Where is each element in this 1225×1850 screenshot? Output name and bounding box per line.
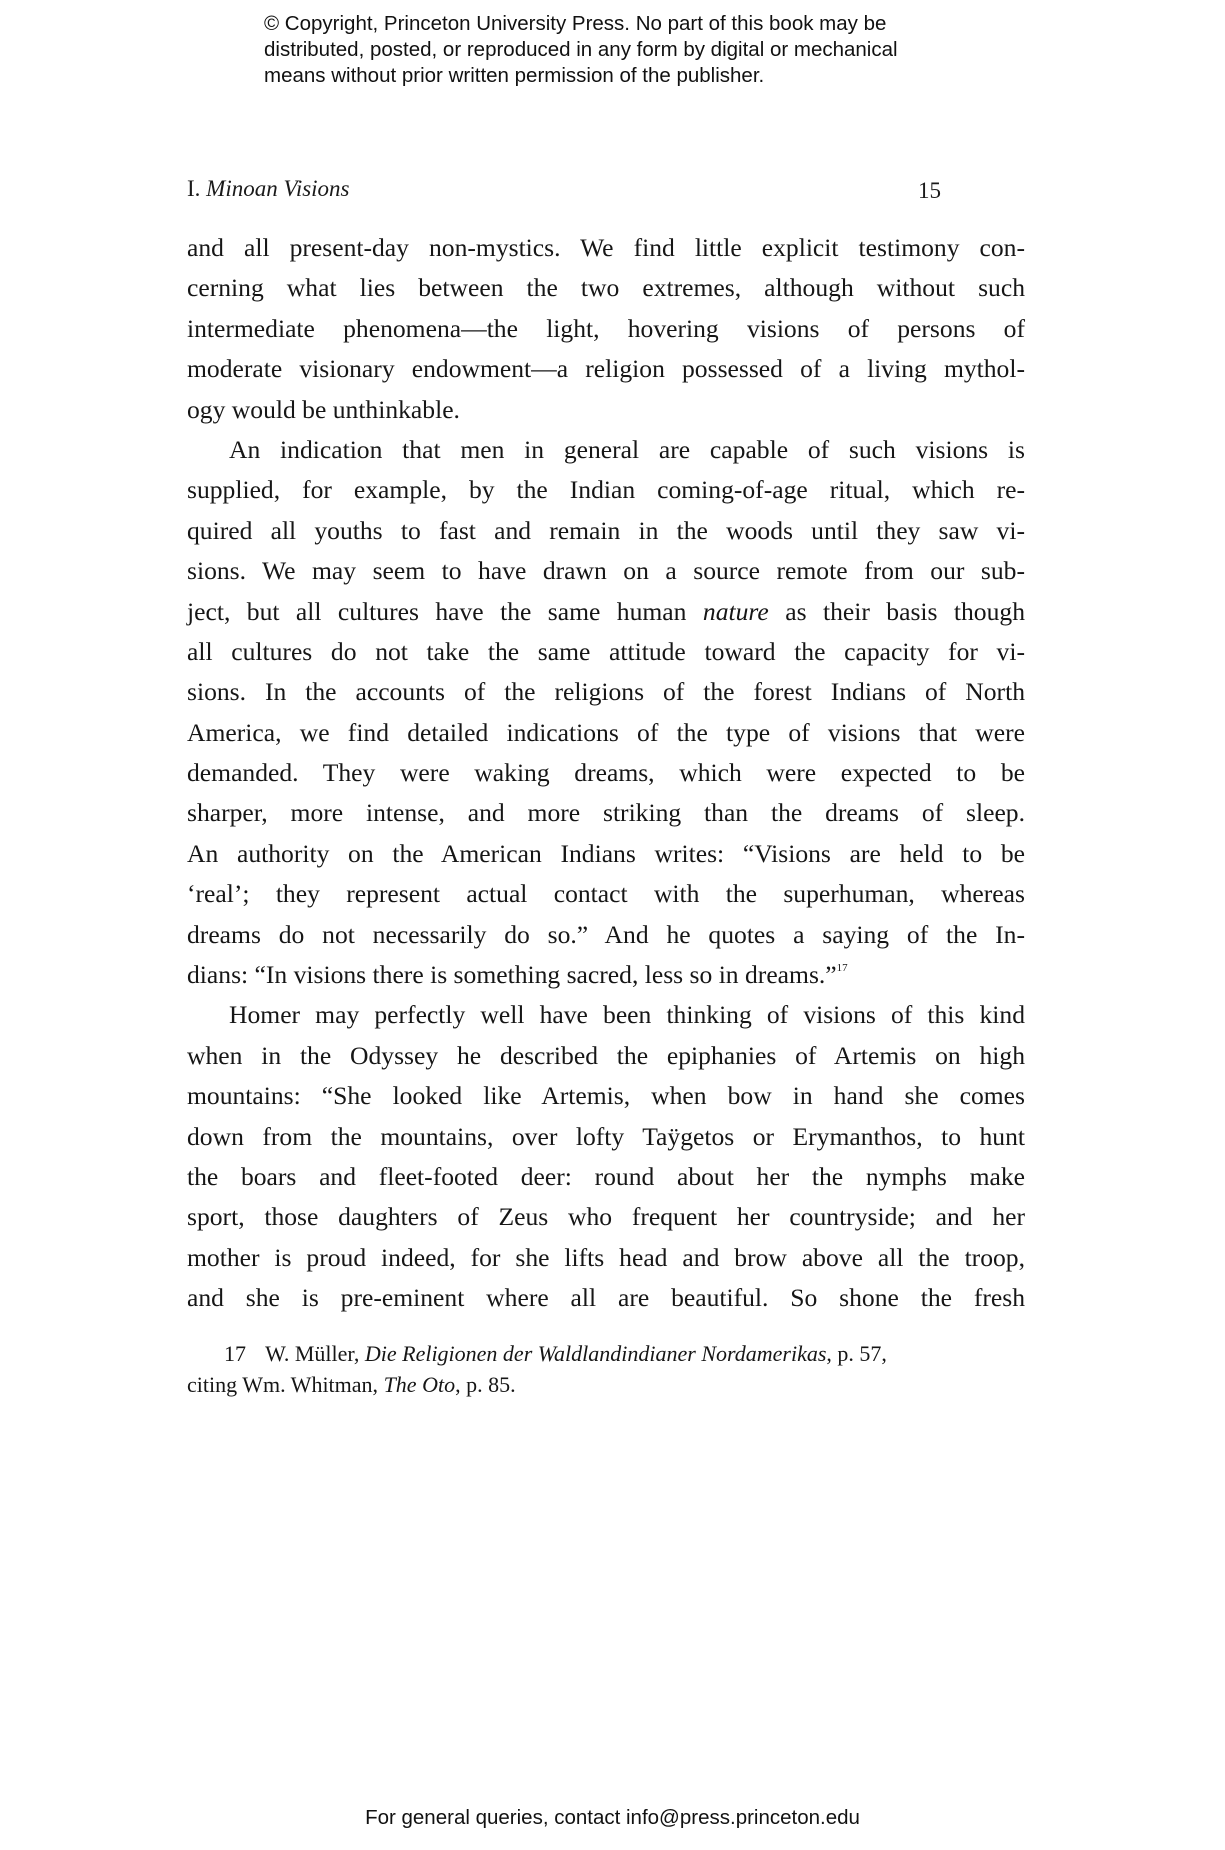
footnote-reference: 17 bbox=[836, 962, 848, 975]
text-line: when in the Odyssey he described the epiphanies of Artemis on high bbox=[187, 1040, 1025, 1070]
chapter-number: I. bbox=[187, 176, 201, 201]
chapter-heading bbox=[187, 174, 350, 204]
text-line: America, we find detailed indications of the type of visions that were bbox=[187, 717, 1025, 747]
footnote bbox=[187, 1338, 1025, 1400]
text-line: cerning what lies between the two extremes, although without such bbox=[187, 273, 1025, 303]
emphasis: nature bbox=[702, 596, 769, 626]
text-run: , p. 85. bbox=[455, 1372, 516, 1397]
text-line: ogy would be unthinkable. bbox=[187, 394, 460, 424]
main-text bbox=[187, 228, 1025, 1319]
text-line bbox=[187, 955, 1025, 995]
text-line: ‘real’; they represent actual contact with the superhuman, whereas bbox=[187, 879, 1025, 909]
text-line: sport, those daughters of Zeus who frequent her countryside; and her bbox=[187, 1202, 1025, 1232]
footer-contact: For general queries, contact info@press.princeton.edu bbox=[365, 1806, 860, 1829]
text-run: , p. 57, bbox=[826, 1341, 887, 1366]
page-number: 15 bbox=[918, 178, 941, 203]
text-line: sharper, more intense, and more striking than the dreams of sleep. bbox=[187, 798, 1025, 828]
text-line bbox=[187, 592, 1025, 632]
text-line: mother is proud indeed, for she lifts head and brow above all the troop, bbox=[187, 1242, 1025, 1272]
footnote-line bbox=[187, 1369, 1025, 1400]
text-line: all cultures do not take the same attitude toward the capacity for vi- bbox=[187, 636, 1025, 666]
text-run: as their basis though bbox=[768, 596, 1025, 626]
text-line: An indication that men in general are capable of such visions is bbox=[229, 434, 1025, 464]
footnote-title: Die Religionen der Waldlandindianer Nordamerikas bbox=[364, 1341, 827, 1366]
text-run: ject, but all cultures have the same human bbox=[187, 596, 703, 626]
text-line: intermediate phenomena—the light, hovering visions of persons of bbox=[187, 313, 1025, 343]
text-line: sions. We may seem to have drawn on a source remote from our sub- bbox=[187, 556, 1025, 586]
text-line: the boars and fleet-footed deer: round about her the nymphs make bbox=[187, 1161, 1025, 1191]
footnote-title: The Oto bbox=[383, 1372, 456, 1397]
text-line: An authority on the American Indians writes: “Visions are held to be bbox=[187, 838, 1025, 868]
text-run: citing Wm. Whitman, bbox=[187, 1372, 384, 1397]
footnote-number: 17 bbox=[224, 1341, 246, 1366]
text-line: quired all youths to fast and remain in the woods until they saw vi- bbox=[187, 515, 1025, 545]
text-line: Homer may perfectly well have been thinking of visions of this kind bbox=[229, 1000, 1025, 1030]
text-line: demanded. They were waking dreams, which were expected to be bbox=[187, 758, 1025, 788]
text-line: and she is pre-eminent where all are beautiful. So shone the fresh bbox=[187, 1283, 1025, 1313]
text-line: mountains: “She looked like Artemis, when bow in hand she comes bbox=[187, 1081, 1025, 1111]
text-line: moderate visionary endowment—a religion possessed of a living mythol- bbox=[187, 354, 1025, 384]
copyright-line: distributed, posted, or reproduced in any form by digital or mechanical bbox=[264, 38, 898, 61]
text-line: sions. In the accounts of the religions of the forest Indians of North bbox=[187, 677, 1025, 707]
footnote-line bbox=[187, 1338, 1025, 1369]
chapter-title: Minoan Visions bbox=[206, 176, 350, 201]
copyright-line: means without prior written permission of the publisher. bbox=[264, 64, 765, 87]
copyright-notice bbox=[264, 11, 984, 89]
text-line: supplied, for example, by the Indian coming-of-age ritual, which re- bbox=[187, 475, 1025, 505]
copyright-line: © Copyright, Princeton University Press. No part of this book may be bbox=[264, 12, 887, 35]
text-line: down from the mountains, over lofty Taÿgetos or Erymanthos, to hunt bbox=[187, 1121, 1025, 1151]
text-line: dreams do not necessarily do so.” And he quotes a saying of the In- bbox=[187, 919, 1025, 949]
text-run: dians: “In visions there is something sacred, less so in dreams.” bbox=[187, 960, 837, 990]
text-line: and all present-day non-mystics. We find little explicit testimony con- bbox=[187, 233, 1025, 262]
footnote-author: W. Müller, bbox=[265, 1341, 365, 1366]
